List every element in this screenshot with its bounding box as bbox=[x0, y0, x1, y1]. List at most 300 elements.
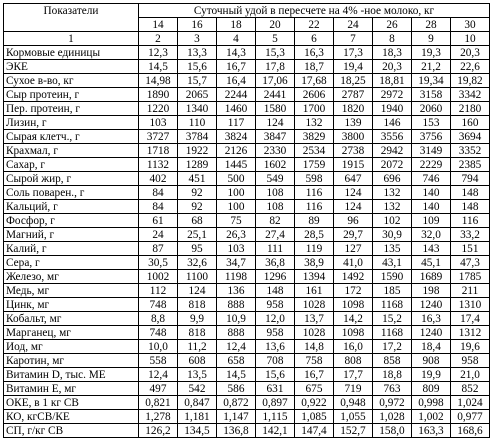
table-row bbox=[4, 200, 490, 214]
row-value-cell: 1759 bbox=[295, 158, 334, 172]
row-value-cell: 3149 bbox=[412, 144, 451, 158]
row-value-cell: 16,4 bbox=[217, 74, 256, 88]
table-row bbox=[4, 396, 490, 410]
table-row bbox=[4, 382, 490, 396]
row-value-cell: 18,4 bbox=[412, 340, 451, 354]
nutrient-norms-table-container bbox=[3, 3, 490, 438]
row-parameter-name: Иод, мг bbox=[4, 340, 139, 354]
row-value-cell: 152,7 bbox=[334, 424, 373, 438]
row-value-cell: 1689 bbox=[412, 270, 451, 284]
row-value-cell: 84 bbox=[139, 200, 178, 214]
row-value-cell: 10,9 bbox=[217, 312, 256, 326]
row-value-cell: 1312 bbox=[451, 326, 490, 340]
row-value-cell: 647 bbox=[334, 172, 373, 186]
row-value-cell: 41,0 bbox=[334, 256, 373, 270]
row-value-cell: 748 bbox=[139, 326, 178, 340]
row-value-cell: 658 bbox=[217, 354, 256, 368]
row-value-cell: 21,0 bbox=[451, 368, 490, 382]
column-index-cell: 3 bbox=[178, 32, 217, 46]
row-value-cell: 151 bbox=[451, 242, 490, 256]
row-parameter-name: Сахар, г bbox=[4, 158, 139, 172]
yield-header-cell: 28 bbox=[412, 18, 451, 32]
row-value-cell: 3727 bbox=[139, 130, 178, 144]
row-value-cell: 19,34 bbox=[412, 74, 451, 88]
row-value-cell: 1002 bbox=[139, 270, 178, 284]
row-value-cell: 17,2 bbox=[373, 340, 412, 354]
row-value-cell: 139 bbox=[334, 116, 373, 130]
row-value-cell: 172 bbox=[334, 284, 373, 298]
row-value-cell: 1289 bbox=[178, 158, 217, 172]
row-value-cell: 1198 bbox=[217, 270, 256, 284]
row-value-cell: 12,3 bbox=[139, 46, 178, 60]
column-index-cell: 8 bbox=[373, 32, 412, 46]
row-value-cell: 29,7 bbox=[334, 228, 373, 242]
row-value-cell: 14,5 bbox=[217, 368, 256, 382]
row-value-cell: 2441 bbox=[256, 88, 295, 102]
row-value-cell: 748 bbox=[139, 298, 178, 312]
table-row bbox=[4, 340, 490, 354]
row-value-cell: 102 bbox=[373, 214, 412, 228]
row-value-cell: 116 bbox=[295, 186, 334, 200]
row-parameter-name: Пер. протеин, г bbox=[4, 102, 139, 116]
row-value-cell: 92 bbox=[178, 186, 217, 200]
nutrient-norms-table bbox=[3, 3, 490, 438]
row-parameter-name: Лизин, г bbox=[4, 116, 139, 130]
column-index-cell: 9 bbox=[412, 32, 451, 46]
row-parameter-name: Медь, мг bbox=[4, 284, 139, 298]
row-value-cell: 3784 bbox=[178, 130, 217, 144]
row-value-cell: 47,3 bbox=[451, 256, 490, 270]
row-value-cell: 1028 bbox=[295, 326, 334, 340]
table-row bbox=[4, 214, 490, 228]
row-value-cell: 2126 bbox=[217, 144, 256, 158]
row-value-cell: 1,028 bbox=[373, 410, 412, 424]
row-value-cell: 1785 bbox=[451, 270, 490, 284]
row-parameter-name: Калий, г bbox=[4, 242, 139, 256]
row-value-cell: 117 bbox=[217, 116, 256, 130]
table-row bbox=[4, 130, 490, 144]
row-value-cell: 3800 bbox=[334, 130, 373, 144]
row-value-cell: 1,002 bbox=[412, 410, 451, 424]
row-value-cell: 132 bbox=[295, 116, 334, 130]
row-value-cell: 958 bbox=[256, 298, 295, 312]
row-value-cell: 142,1 bbox=[256, 424, 295, 438]
row-value-cell: 19,4 bbox=[334, 60, 373, 74]
column-index-cell: 4 bbox=[217, 32, 256, 46]
row-value-cell: 12,0 bbox=[256, 312, 295, 326]
row-value-cell: 1590 bbox=[373, 270, 412, 284]
row-value-cell: 1340 bbox=[178, 102, 217, 116]
column-index-row bbox=[4, 32, 490, 46]
row-parameter-name: ЭКЕ bbox=[4, 60, 139, 74]
row-parameter-name: Марганец, мг bbox=[4, 326, 139, 340]
yield-header-cell: 18 bbox=[217, 18, 256, 32]
row-value-cell: 542 bbox=[178, 382, 217, 396]
yield-header-cell: 30 bbox=[451, 18, 490, 32]
row-value-cell: 2060 bbox=[412, 102, 451, 116]
row-value-cell: 3158 bbox=[412, 88, 451, 102]
row-value-cell: 0,922 bbox=[295, 396, 334, 410]
row-value-cell: 92 bbox=[178, 200, 217, 214]
row-value-cell: 1940 bbox=[373, 102, 412, 116]
row-parameter-name: Магний, г bbox=[4, 228, 139, 242]
table-row bbox=[4, 298, 490, 312]
row-value-cell: 185 bbox=[373, 284, 412, 298]
row-value-cell: 2385 bbox=[451, 158, 490, 172]
column-index-cell: 10 bbox=[451, 32, 490, 46]
row-value-cell: 888 bbox=[217, 326, 256, 340]
row-value-cell: 0,897 bbox=[256, 396, 295, 410]
row-value-cell: 28,5 bbox=[295, 228, 334, 242]
row-value-cell: 19,9 bbox=[412, 368, 451, 382]
row-value-cell: 858 bbox=[373, 354, 412, 368]
row-value-cell: 1,024 bbox=[451, 396, 490, 410]
row-value-cell: 1240 bbox=[412, 298, 451, 312]
row-value-cell: 2180 bbox=[451, 102, 490, 116]
row-value-cell: 2606 bbox=[295, 88, 334, 102]
row-value-cell: 2738 bbox=[334, 144, 373, 158]
row-value-cell: 497 bbox=[139, 382, 178, 396]
row-value-cell: 82 bbox=[256, 214, 295, 228]
row-value-cell: 136,8 bbox=[217, 424, 256, 438]
row-parameter-name: Крахмал, г bbox=[4, 144, 139, 158]
row-parameter-name: Витамин Е, мг bbox=[4, 382, 139, 396]
row-value-cell: 20,3 bbox=[451, 46, 490, 60]
row-value-cell: 2065 bbox=[178, 88, 217, 102]
row-value-cell: 147,4 bbox=[295, 424, 334, 438]
row-value-cell: 3829 bbox=[295, 130, 334, 144]
row-value-cell: 198 bbox=[412, 284, 451, 298]
row-value-cell: 10,0 bbox=[139, 340, 178, 354]
row-value-cell: 14,3 bbox=[217, 46, 256, 60]
row-value-cell: 15,6 bbox=[178, 60, 217, 74]
row-value-cell: 148 bbox=[451, 200, 490, 214]
table-row bbox=[4, 242, 490, 256]
row-value-cell: 1,055 bbox=[334, 410, 373, 424]
row-value-cell: 0,872 bbox=[217, 396, 256, 410]
row-value-cell: 0,977 bbox=[451, 410, 490, 424]
header-daily-yield: Суточный удой в пересчете на 4% -ное молоко, кг bbox=[139, 4, 490, 18]
row-value-cell: 1492 bbox=[334, 270, 373, 284]
row-value-cell: 168,6 bbox=[451, 424, 490, 438]
row-value-cell: 110 bbox=[178, 116, 217, 130]
row-value-cell: 17,68 bbox=[295, 74, 334, 88]
row-value-cell: 112 bbox=[139, 284, 178, 298]
row-value-cell: 1445 bbox=[217, 158, 256, 172]
row-value-cell: 143 bbox=[412, 242, 451, 256]
row-value-cell: 25,1 bbox=[178, 228, 217, 242]
row-value-cell: 160 bbox=[451, 116, 490, 130]
row-value-cell: 17,4 bbox=[451, 312, 490, 326]
header-parameters: Показатели bbox=[4, 4, 139, 32]
row-value-cell: 608 bbox=[178, 354, 217, 368]
row-value-cell: 158,0 bbox=[373, 424, 412, 438]
row-value-cell: 140 bbox=[412, 200, 451, 214]
row-value-cell: 818 bbox=[178, 326, 217, 340]
row-value-cell: 61 bbox=[139, 214, 178, 228]
row-value-cell: 153 bbox=[412, 116, 451, 130]
row-value-cell: 146 bbox=[373, 116, 412, 130]
row-value-cell: 1168 bbox=[373, 326, 412, 340]
row-value-cell: 1460 bbox=[217, 102, 256, 116]
row-value-cell: 89 bbox=[295, 214, 334, 228]
row-value-cell: 1,181 bbox=[178, 410, 217, 424]
row-value-cell: 1,147 bbox=[217, 410, 256, 424]
row-value-cell: 500 bbox=[217, 172, 256, 186]
row-value-cell: 17,8 bbox=[256, 60, 295, 74]
row-value-cell: 746 bbox=[412, 172, 451, 186]
row-value-cell: 1820 bbox=[334, 102, 373, 116]
row-value-cell: 549 bbox=[256, 172, 295, 186]
row-value-cell: 108 bbox=[256, 200, 295, 214]
row-value-cell: 402 bbox=[139, 172, 178, 186]
yield-header-cell: 24 bbox=[334, 18, 373, 32]
row-value-cell: 43,1 bbox=[373, 256, 412, 270]
row-value-cell: 16,0 bbox=[334, 340, 373, 354]
row-value-cell: 1098 bbox=[334, 326, 373, 340]
row-value-cell: 0,998 bbox=[412, 396, 451, 410]
yield-header-cell: 14 bbox=[139, 18, 178, 32]
row-value-cell: 18,25 bbox=[334, 74, 373, 88]
row-parameter-name: Сырой жир, г bbox=[4, 172, 139, 186]
row-value-cell: 958 bbox=[256, 326, 295, 340]
row-value-cell: 3352 bbox=[451, 144, 490, 158]
row-value-cell: 116 bbox=[295, 200, 334, 214]
row-value-cell: 758 bbox=[295, 354, 334, 368]
row-value-cell: 794 bbox=[451, 172, 490, 186]
row-value-cell: 958 bbox=[451, 354, 490, 368]
row-parameter-name: Сыр протеин, г bbox=[4, 88, 139, 102]
row-value-cell: 140 bbox=[412, 186, 451, 200]
row-value-cell: 1132 bbox=[139, 158, 178, 172]
table-row bbox=[4, 410, 490, 424]
row-value-cell: 18,81 bbox=[373, 74, 412, 88]
row-value-cell: 16,3 bbox=[412, 312, 451, 326]
row-parameter-name: Фосфор, г bbox=[4, 214, 139, 228]
row-value-cell: 109 bbox=[412, 214, 451, 228]
row-value-cell: 3342 bbox=[451, 88, 490, 102]
row-value-cell: 16,7 bbox=[295, 368, 334, 382]
row-value-cell: 14,98 bbox=[139, 74, 178, 88]
row-value-cell: 32,6 bbox=[178, 256, 217, 270]
row-value-cell: 100 bbox=[217, 200, 256, 214]
row-value-cell: 19,3 bbox=[412, 46, 451, 60]
yield-header-cell: 22 bbox=[295, 18, 334, 32]
row-value-cell: 2244 bbox=[217, 88, 256, 102]
row-value-cell: 631 bbox=[256, 382, 295, 396]
row-value-cell: 13,6 bbox=[256, 340, 295, 354]
row-value-cell: 3694 bbox=[451, 130, 490, 144]
row-value-cell: 586 bbox=[217, 382, 256, 396]
row-value-cell: 211 bbox=[451, 284, 490, 298]
row-value-cell: 17,06 bbox=[256, 74, 295, 88]
row-value-cell: 1296 bbox=[256, 270, 295, 284]
row-value-cell: 808 bbox=[334, 354, 373, 368]
table-row bbox=[4, 158, 490, 172]
row-value-cell: 30,9 bbox=[373, 228, 412, 242]
row-value-cell: 100 bbox=[217, 186, 256, 200]
table-row bbox=[4, 186, 490, 200]
row-value-cell: 27,4 bbox=[256, 228, 295, 242]
row-parameter-name: СП, г/кг СВ bbox=[4, 424, 139, 438]
row-value-cell: 18,7 bbox=[295, 60, 334, 74]
row-value-cell: 1220 bbox=[139, 102, 178, 116]
row-value-cell: 0,847 bbox=[178, 396, 217, 410]
row-value-cell: 1915 bbox=[334, 158, 373, 172]
row-value-cell: 3756 bbox=[412, 130, 451, 144]
row-value-cell: 134,5 bbox=[178, 424, 217, 438]
row-parameter-name: КО, кгСВ/КЕ bbox=[4, 410, 139, 424]
table-body bbox=[4, 46, 490, 438]
row-value-cell: 2534 bbox=[295, 144, 334, 158]
row-value-cell: 0,972 bbox=[373, 396, 412, 410]
row-value-cell: 0,821 bbox=[139, 396, 178, 410]
table-row bbox=[4, 74, 490, 88]
row-value-cell: 1922 bbox=[178, 144, 217, 158]
row-value-cell: 2229 bbox=[412, 158, 451, 172]
row-value-cell: 124 bbox=[334, 200, 373, 214]
header-row-top bbox=[4, 4, 490, 18]
column-index-cell: 5 bbox=[256, 32, 295, 46]
row-parameter-name: Кобальт, мг bbox=[4, 312, 139, 326]
row-value-cell: 13,3 bbox=[178, 46, 217, 60]
row-value-cell: 20,3 bbox=[373, 60, 412, 74]
row-value-cell: 888 bbox=[217, 298, 256, 312]
row-value-cell: 87 bbox=[139, 242, 178, 256]
row-value-cell: 15,3 bbox=[256, 46, 295, 60]
table-row bbox=[4, 354, 490, 368]
table-row bbox=[4, 144, 490, 158]
row-value-cell: 451 bbox=[178, 172, 217, 186]
row-value-cell: 103 bbox=[139, 116, 178, 130]
table-row bbox=[4, 60, 490, 74]
row-parameter-name: Кормовые единицы bbox=[4, 46, 139, 60]
row-parameter-name: Сухое в-во, кг bbox=[4, 74, 139, 88]
row-value-cell: 12,4 bbox=[139, 368, 178, 382]
row-value-cell: 675 bbox=[295, 382, 334, 396]
row-value-cell: 45,1 bbox=[412, 256, 451, 270]
row-value-cell: 1028 bbox=[295, 298, 334, 312]
yield-header-cell: 26 bbox=[373, 18, 412, 32]
row-value-cell: 0,948 bbox=[334, 396, 373, 410]
row-value-cell: 2972 bbox=[373, 88, 412, 102]
row-value-cell: 11,2 bbox=[178, 340, 217, 354]
row-value-cell: 15,6 bbox=[256, 368, 295, 382]
row-parameter-name: Витамин D, тыс. МЕ bbox=[4, 368, 139, 382]
row-parameter-name: Соль поварен., г bbox=[4, 186, 139, 200]
row-value-cell: 17,3 bbox=[334, 46, 373, 60]
row-parameter-name: Цинк, мг bbox=[4, 298, 139, 312]
yield-header-cell: 20 bbox=[256, 18, 295, 32]
row-value-cell: 1240 bbox=[412, 326, 451, 340]
row-value-cell: 84 bbox=[139, 186, 178, 200]
row-value-cell: 1718 bbox=[139, 144, 178, 158]
row-value-cell: 14,8 bbox=[295, 340, 334, 354]
yield-header-cell: 16 bbox=[178, 18, 217, 32]
table-header bbox=[4, 4, 490, 46]
row-value-cell: 3824 bbox=[217, 130, 256, 144]
row-value-cell: 1098 bbox=[334, 298, 373, 312]
row-value-cell: 19,82 bbox=[451, 74, 490, 88]
table-row bbox=[4, 368, 490, 382]
row-value-cell: 119 bbox=[295, 242, 334, 256]
row-value-cell: 38,9 bbox=[295, 256, 334, 270]
row-value-cell: 24 bbox=[139, 228, 178, 242]
row-value-cell: 3847 bbox=[256, 130, 295, 144]
row-value-cell: 696 bbox=[373, 172, 412, 186]
row-parameter-name: Сырая клетч., г bbox=[4, 130, 139, 144]
row-value-cell: 96 bbox=[334, 214, 373, 228]
row-value-cell: 161 bbox=[295, 284, 334, 298]
table-row bbox=[4, 326, 490, 340]
row-value-cell: 34,7 bbox=[217, 256, 256, 270]
row-value-cell: 16,3 bbox=[295, 46, 334, 60]
row-value-cell: 124 bbox=[178, 284, 217, 298]
table-row bbox=[4, 88, 490, 102]
row-value-cell: 598 bbox=[295, 172, 334, 186]
row-value-cell: 103 bbox=[217, 242, 256, 256]
row-value-cell: 558 bbox=[139, 354, 178, 368]
row-value-cell: 135 bbox=[373, 242, 412, 256]
row-value-cell: 15,7 bbox=[178, 74, 217, 88]
table-row bbox=[4, 284, 490, 298]
row-value-cell: 1,085 bbox=[295, 410, 334, 424]
table-row bbox=[4, 270, 490, 284]
table-row bbox=[4, 228, 490, 242]
row-value-cell: 163,3 bbox=[412, 424, 451, 438]
row-value-cell: 14,2 bbox=[334, 312, 373, 326]
row-value-cell: 719 bbox=[334, 382, 373, 396]
row-value-cell: 17,7 bbox=[334, 368, 373, 382]
row-value-cell: 2942 bbox=[373, 144, 412, 158]
row-value-cell: 132 bbox=[373, 200, 412, 214]
row-value-cell: 1100 bbox=[178, 270, 217, 284]
row-value-cell: 1394 bbox=[295, 270, 334, 284]
row-parameter-name: Железо, мг bbox=[4, 270, 139, 284]
row-value-cell: 95 bbox=[178, 242, 217, 256]
row-value-cell: 12,4 bbox=[217, 340, 256, 354]
row-value-cell: 1700 bbox=[295, 102, 334, 116]
row-value-cell: 32,0 bbox=[412, 228, 451, 242]
row-value-cell: 126,2 bbox=[139, 424, 178, 438]
row-value-cell: 16,7 bbox=[217, 60, 256, 74]
row-value-cell: 30,5 bbox=[139, 256, 178, 270]
row-value-cell: 1890 bbox=[139, 88, 178, 102]
column-index-cell: 7 bbox=[334, 32, 373, 46]
table-row bbox=[4, 424, 490, 438]
table-row bbox=[4, 312, 490, 326]
row-value-cell: 136 bbox=[217, 284, 256, 298]
row-value-cell: 1,278 bbox=[139, 410, 178, 424]
row-value-cell: 36,8 bbox=[256, 256, 295, 270]
row-value-cell: 68 bbox=[178, 214, 217, 228]
row-value-cell: 13,5 bbox=[178, 368, 217, 382]
row-parameter-name: Сера, г bbox=[4, 256, 139, 270]
row-value-cell: 1,115 bbox=[256, 410, 295, 424]
row-value-cell: 809 bbox=[412, 382, 451, 396]
row-value-cell: 818 bbox=[178, 298, 217, 312]
row-value-cell: 708 bbox=[256, 354, 295, 368]
row-value-cell: 2787 bbox=[334, 88, 373, 102]
row-value-cell: 2330 bbox=[256, 144, 295, 158]
row-value-cell: 124 bbox=[334, 186, 373, 200]
row-value-cell: 9,9 bbox=[178, 312, 217, 326]
row-value-cell: 108 bbox=[256, 186, 295, 200]
row-value-cell: 26,3 bbox=[217, 228, 256, 242]
row-value-cell: 148 bbox=[451, 186, 490, 200]
row-parameter-name: ОКЕ, в 1 кг СВ bbox=[4, 396, 139, 410]
row-value-cell: 15,2 bbox=[373, 312, 412, 326]
